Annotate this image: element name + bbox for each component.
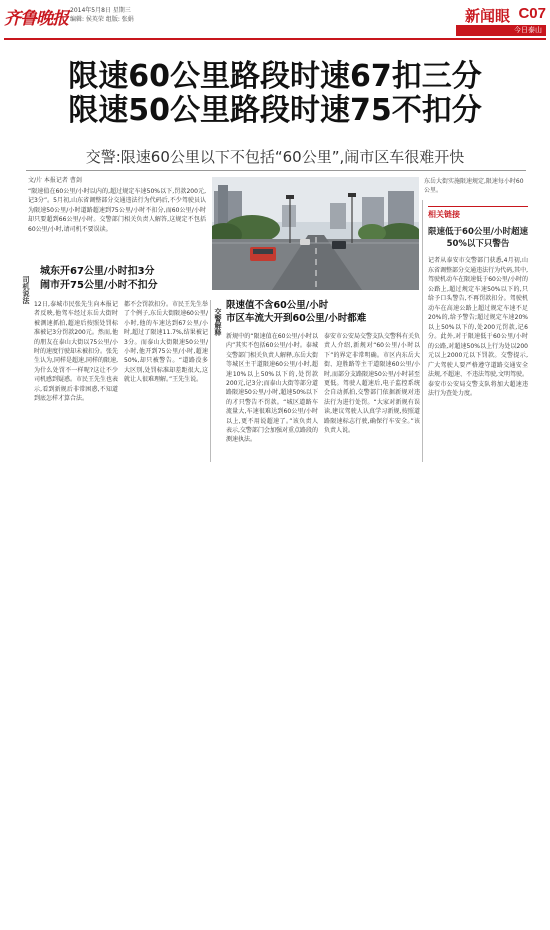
street-photo — [212, 177, 419, 290]
left-body-col2: 都不会罚款扣分。市民王先生举了个例子,东岳大街限速60公里/小时,他的车速达到67公里/小时,超过了限速11.7%,结果被记3分。而泰山大街限速50公里/小时,他开到75公里/小时,超速50%,却只被警告。“道路没多大区别,处罚标准却差距很大,这就让人很难理解。”王先生说。 — [124, 301, 209, 384]
masthead — [0, 0, 550, 40]
newspaper-logo: 齐鲁晚报 — [4, 9, 68, 29]
sidebar-divider — [422, 200, 423, 462]
middle-body-col2: 泰安市公安局交警支队交警科有关负责人介绍,新规对“60公里/小时以下”的界定非常明确。市区内东岳大街、迎胜路等主干道限速60公里/小时,而部分支路限速50公里/小时甚至更低。驾驶人超速后,电子监控系统会自动抓拍,交警部门依据新规对违法行为进行处罚。“大家对新规有误读,建议驾驶人认真学习新规,按照道路限速标志行驶,确保行车安全。”该负责人说。 — [324, 333, 421, 435]
left-headline-line-1: 城东开67公里/小时扣3分 — [40, 266, 155, 277]
main-headline — [0, 60, 550, 128]
left-body-col1: 12日,泰城市民张先生向本报记者反映,他驾车经过东岳大街时被测速抓拍,超速后按照处罚标准被记3分罚款200元。然而,他的朋友在泰山大街以75公里/小时的速度行驶却未被扣分。张先生认为,同样是超速,同样的限速,为什么处罚不一样呢?这让不少司机感到疑惑。市民王先生也表示,看到新规后非常困惑,不知道到底怎样才算合法。 — [34, 301, 119, 403]
masthead-rule — [4, 38, 546, 40]
section-subtitle-bar: 今日泰山 — [456, 25, 546, 36]
headline-rule — [26, 170, 526, 171]
photo-caption: 东岳大街实施限速规定,限速每小时60公里。 — [424, 178, 524, 194]
middle-headline-line-2: 市区车流大开到60公里/小时都难 — [226, 313, 367, 324]
section-label-police: 交警解释 — [214, 308, 222, 336]
middle-headline — [226, 299, 406, 325]
headline-line-1: 限速60公里路段时速67扣三分 — [68, 59, 482, 94]
lead-paragraph: “限速值在60公里/小时以内的,超过规定车速50%以下,罚款200元,记3分”。5月初,山东省调整部分交通违法行为代码后,不少驾驶员认为限速50公里/小时道路超速到75公里/小时不扣分,而60公里/小时却只要超到66公里/小时。交警部门相关负责人解答,这规定不包括60公里/小时,请司机不要误读。 — [28, 188, 206, 233]
left-headline — [40, 265, 210, 293]
byline: 文/片 本报记者 曹剑 — [28, 177, 82, 184]
left-headline-line-2: 闹市开75公里/小时不扣分 — [40, 280, 158, 291]
related-body: 记者从泰安市交警部门获悉,4月初,山东省调整部分交通违法行为代码,其中,驾驶机动车在限速低于60公里/小时的公路上,超过规定车速50%以下的,只给予口头警告,不再罚款扣分。驾驶机动车在高速公路上超过规定车速不足20%的,给予警告;超过规定车速20%以上50%以下的,处200元罚款,记6分。此外,对于限速低于60公里/小时的公路,对超速50%以上行为处以200元以上2000元以下罚款。交警提示,广大驾驶人要严格遵守道路交通安全法规,不超速、不违法驾驶,文明驾驶。泰安市公安局交警支队将加大超速违法行为查处力度。 — [428, 257, 528, 397]
dateline — [70, 6, 134, 24]
section-title: 新闻眼 — [464, 7, 510, 25]
subheadline: 交警:限速60公里以下不包括“60公里”,闹市区车很难开快 — [85, 148, 465, 166]
column-divider — [210, 300, 211, 462]
page-number: C07 — [518, 5, 546, 22]
date-line-2: 编辑: 侯英荣 组版: 张娟 — [70, 16, 134, 23]
middle-headline-line-1: 限速值不含60公里/小时 — [226, 300, 329, 311]
headline-line-2: 限速50公里路段时速75不扣分 — [68, 93, 482, 128]
related-link-box — [428, 206, 528, 399]
middle-body-col1: 新规中的“限速值在60公里/小时以内”其实不包括60公里/小时。泰城交警部门相关负责人解释,东岳大街等城区主干道限速60公里/小时,超速10%以上50%以下的,处罚款200元,记3分;而泰山大街等部分道路限速50公里/小时,超速50%以下的才只警告不罚款。“城区道路车流量大,车速很难达到60公里/小时以上,更不用说超速了。”该负责人表示,交警部门会加强对重点路段的测速执法。 — [226, 333, 318, 444]
section-label-driver: 司机说法 — [22, 276, 30, 304]
date-line-1: 2014年5月8日 星期三 — [70, 7, 131, 14]
related-link-tag: 相关链接 — [428, 206, 528, 220]
related-title: 限速低于60公里/小时超速50%以下只警告 — [428, 227, 528, 249]
